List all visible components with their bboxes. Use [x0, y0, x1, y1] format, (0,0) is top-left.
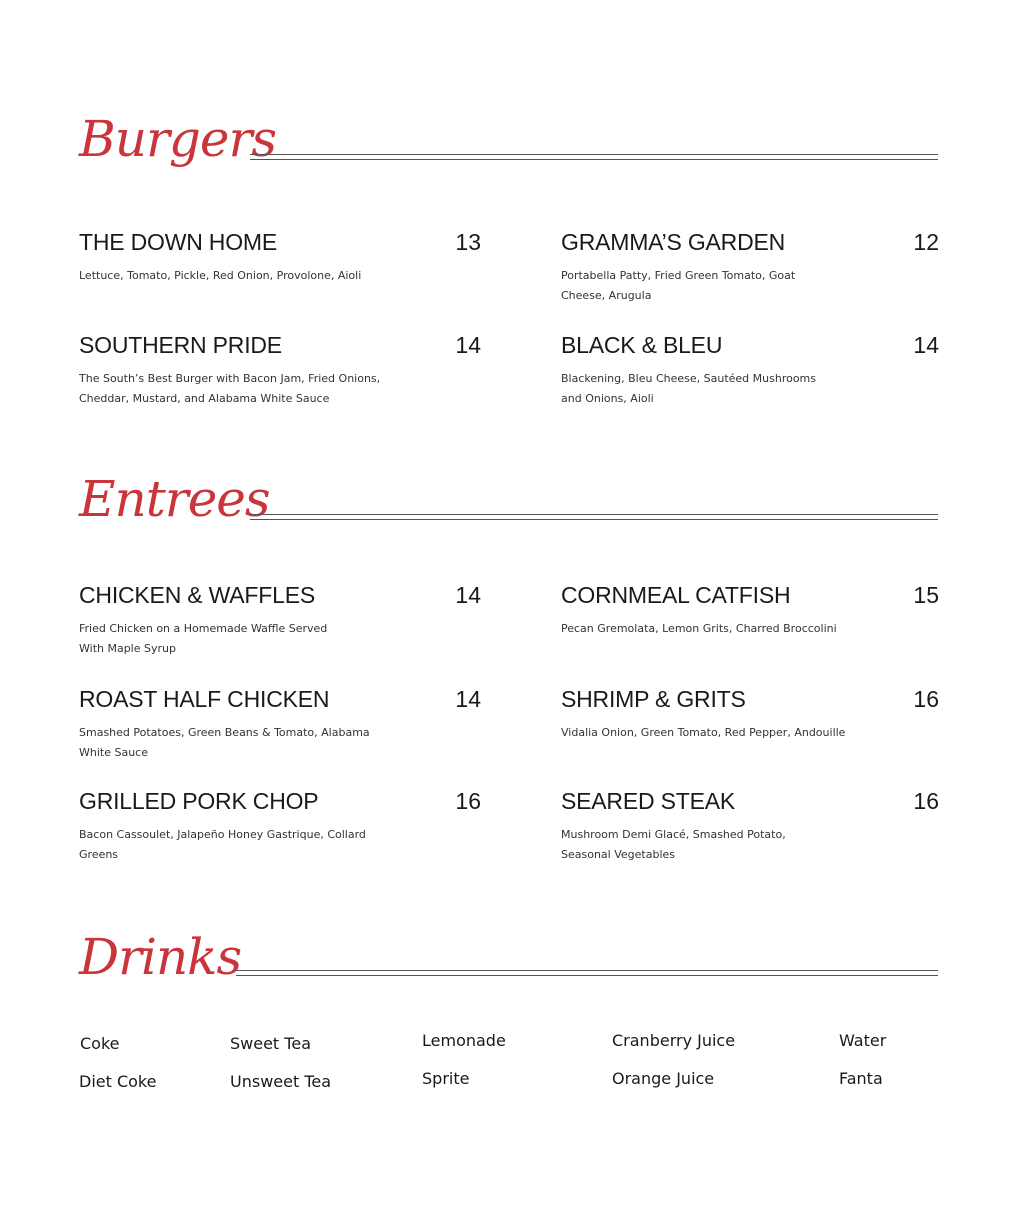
drink-item: Fanta [839, 1069, 883, 1088]
item-description: Fried Chicken on a Homemade Waffle Served With Maple Syrup [79, 622, 328, 655]
item-description: Vidalia Onion, Green Tomato, Red Pepper, Andouille [561, 726, 846, 739]
item-name: SOUTHERN PRIDE [79, 332, 282, 358]
item-description: Mushroom Demi Glacé, Smashed Potato, Seasonal Vegetables [561, 828, 786, 861]
item-name: CORNMEAL CATFISH [561, 582, 791, 608]
drink-item: Sprite [422, 1069, 470, 1088]
drink-item: Sweet Tea [230, 1034, 311, 1053]
item-name: GRILLED PORK CHOP [79, 788, 319, 814]
item-price: 13 [455, 229, 481, 255]
item-name: GRAMMA’S GARDEN [561, 229, 786, 255]
entrees-divider [250, 514, 938, 520]
item-name: BLACK & BLEU [561, 332, 723, 358]
item-price: 14 [455, 686, 481, 712]
item-description: Portabella Patty, Fried Green Tomato, Goat Cheese, Arugula [561, 269, 796, 302]
drinks-title: Drinks [79, 928, 242, 986]
item-price: 14 [455, 332, 481, 358]
item-description: Bacon Cassoulet, Jalapeño Honey Gastrique, Collard Greens [79, 828, 366, 861]
drinks-divider [236, 970, 938, 976]
drink-item: Diet Coke [79, 1072, 157, 1091]
item-price: 12 [913, 229, 939, 255]
item-description: The South’s Best Burger with Bacon Jam, Fried Onions, Cheddar, Mustard, and Alabama White Sauce [79, 372, 381, 405]
item-description: Lettuce, Tomato, Pickle, Red Onion, Provolone, Aioli [79, 269, 362, 282]
burgers-title: Burgers [79, 110, 277, 168]
item-name: THE DOWN HOME [79, 229, 277, 255]
item-description: Blackening, Bleu Cheese, Sautéed Mushrooms and Onions, Aioli [561, 372, 817, 405]
drink-item: Lemonade [422, 1031, 506, 1050]
drink-item: Orange Juice [612, 1069, 715, 1088]
item-price: 16 [913, 686, 939, 712]
entrees-title: Entrees [79, 470, 270, 528]
drink-item: Coke [80, 1034, 120, 1053]
drink-item: Water [839, 1031, 887, 1050]
item-price: 14 [455, 582, 481, 608]
drink-item: Cranberry Juice [612, 1031, 736, 1050]
item-price: 14 [913, 332, 939, 358]
item-name: ROAST HALF CHICKEN [79, 686, 330, 712]
drink-item: Unsweet Tea [230, 1072, 332, 1091]
item-price: 16 [455, 788, 481, 814]
item-description: Pecan Gremolata, Lemon Grits, Charred Broccolini [561, 622, 837, 635]
item-name: CHICKEN & WAFFLES [79, 582, 315, 608]
item-price: 16 [913, 788, 939, 814]
burgers-divider [250, 154, 938, 160]
item-name: SHRIMP & GRITS [561, 686, 746, 712]
item-price: 15 [913, 582, 939, 608]
item-name: SEARED STEAK [561, 788, 735, 814]
item-description: Smashed Potatoes, Green Beans & Tomato, Alabama White Sauce [79, 726, 370, 759]
